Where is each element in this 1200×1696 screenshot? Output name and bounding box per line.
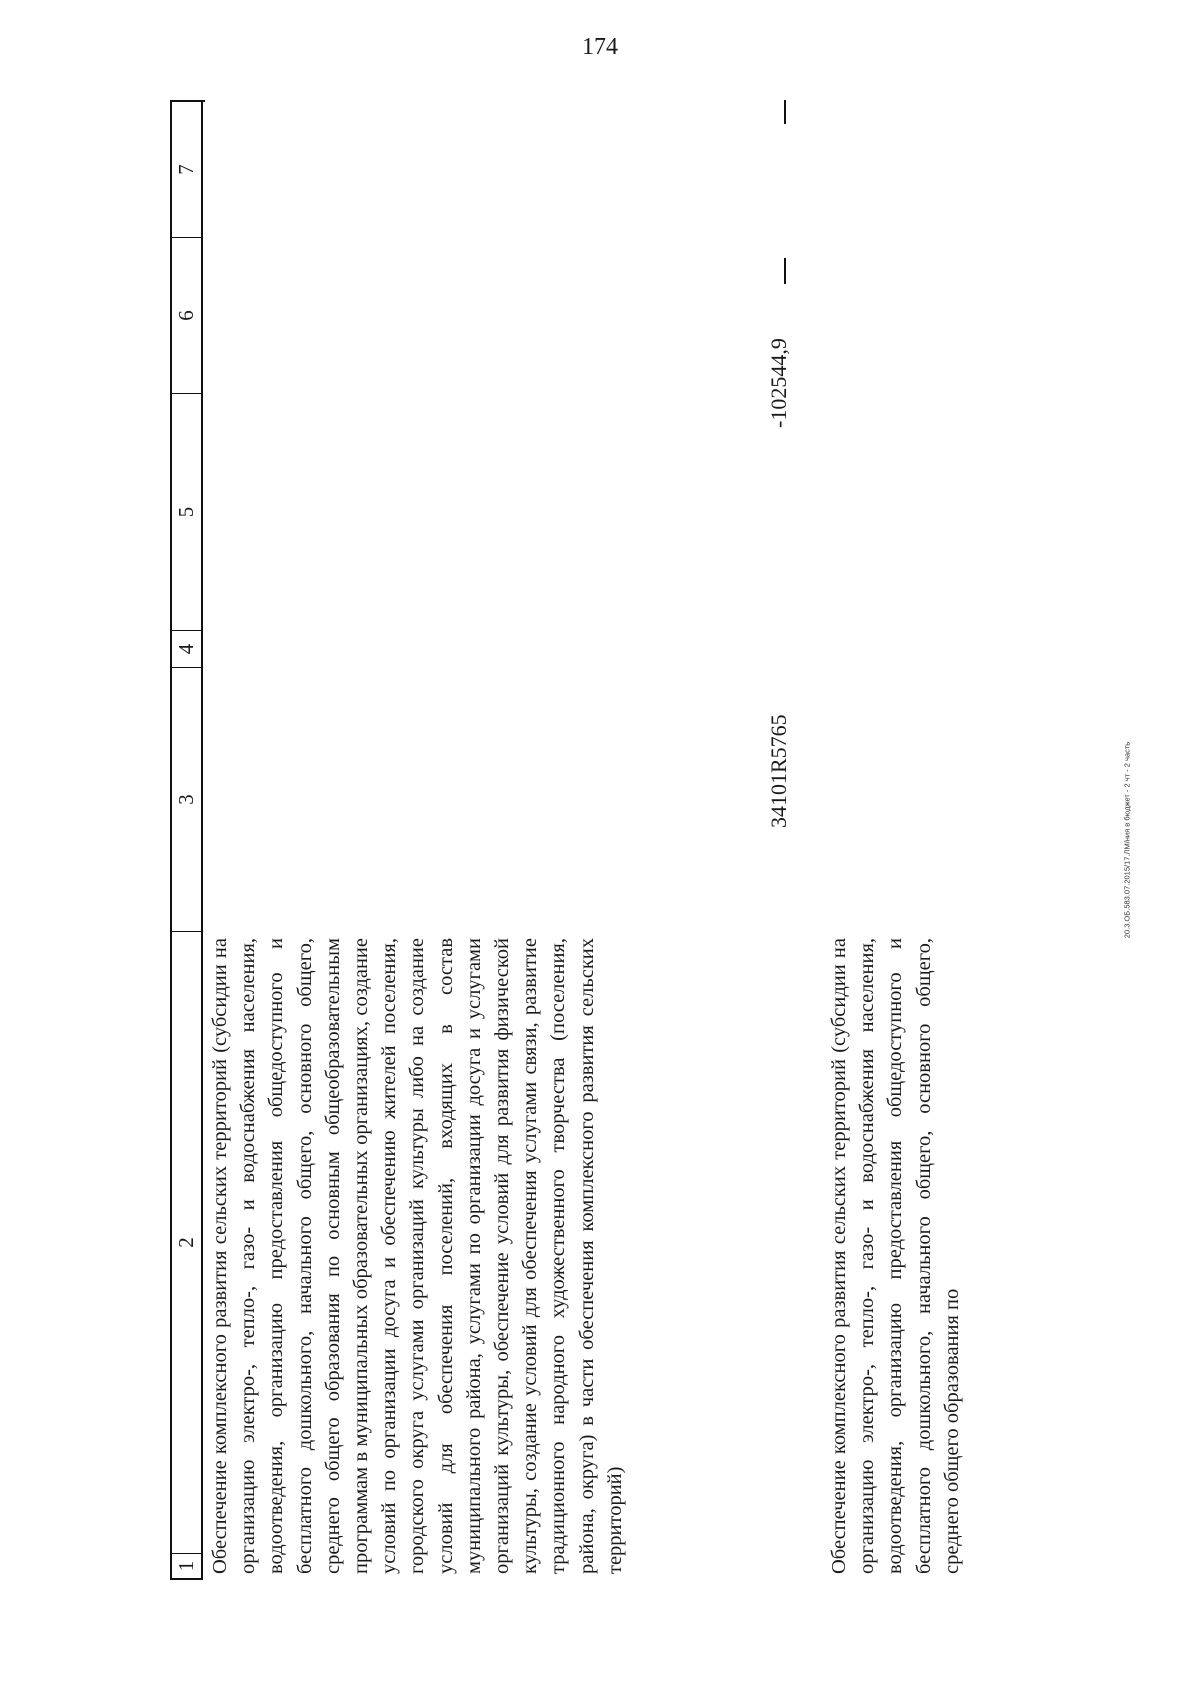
row-1-description: Обеспечение комплексного развития сельских территорий (субсидии на организацию электро-, тепло-, газо- и водоснабжения населения, водоотведения, организацию предоставления общедоступного и бесплатного дошкольного, начального общего, основного общего, среднего общего образования по основным общеобразовательным программам в муниципальных образовательных организациях, создание условий по организации досуга и обеспечению жителей поселения, городского округа услугами организаций культуры либо на создание условий для обеспечения поселений, входящих в состав муниципального района, услугами по организации досуга и услугами организаций культуры, обеспечение условий для развития физической культуры, создание условий для обеспечения услугами связи, развитие традиционного народного художественного творчества (поселения, района, округа) в части обеспечения комплексного развития сельских территорий)	[209, 938, 626, 1574]
page-number: 174	[582, 34, 618, 60]
col-header-1: 1	[172, 1554, 201, 1580]
row-1-amount: -102544,9	[766, 338, 791, 428]
col-header-3: 3	[172, 668, 201, 932]
row-1-col7-dash	[784, 100, 786, 124]
footer-document-code	[1122, 741, 1139, 939]
col-header-5: 5	[172, 394, 201, 631]
col-header-4: 4	[172, 631, 201, 668]
row-1-col6-dash	[784, 258, 786, 284]
header-right-border	[172, 100, 205, 102]
col-header-7: 7	[172, 102, 201, 238]
row-2-description: Обеспечение комплексного развития сельских территорий (субсидии на организацию электро-, тепло-, газо- и водоснабжения населения, водоотведения, организацию предоставления общедоступного и бесплатного дошкольного, начального общего, основного общего, среднего общего образования по	[828, 938, 963, 1574]
rotated-table	[170, 100, 1070, 1580]
row-1-code: 34101R5765	[766, 714, 791, 828]
col-header-6: 6	[172, 238, 201, 394]
col-header-2: 2	[172, 932, 201, 1554]
footer-code-text: 20.3.ОБ.583.07.2015/17.ЛМ/ния в бюджет - 2 чт - 2 часть	[1122, 741, 1132, 939]
table-header-row	[170, 100, 203, 1580]
